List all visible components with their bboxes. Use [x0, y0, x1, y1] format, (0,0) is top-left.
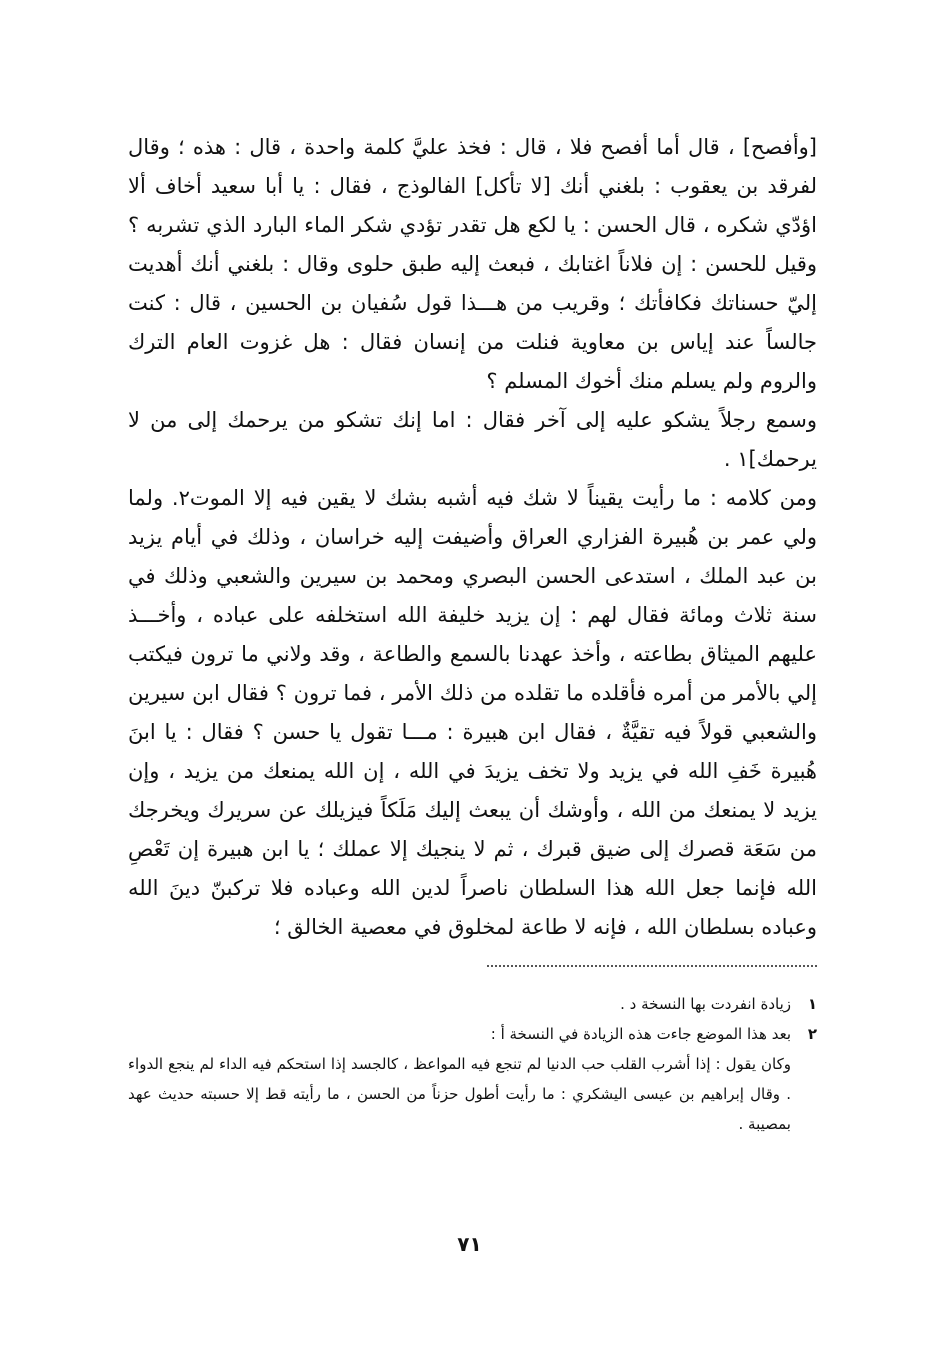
- footnote-2: [128, 1019, 817, 1049]
- main-text: [128, 128, 817, 947]
- paragraph-2: وسمع رجلاً يشكو عليه إلى آخر فقال : اما إنك تشكو من يرحمك إلى من لا يرحمك]١ .: [128, 408, 817, 471]
- footnote-1: [128, 989, 817, 1019]
- footnote-number: ٢: [807, 1025, 817, 1043]
- paragraph-1: [وأفصح] ، قال أما أفصح فلا ، قال : فخذ عليَّ كلمة واحدة ، قال : هذه ؛ وقال لفرقد بن يعقوب : بلغني أنك [لا تأكل] الفالوذج ، فقال : يا أبا سعيد أخاف ألا اؤدّي شكره ، قال الحسن : يا لكع هل تقدر تؤدي شكر الماء البارد الذي تشربه ؟ وقيل للحسن : إن فلاناً اغتابك ، فبعث إليه طبق حلوى وقال : بلغني أنك أهديت إليّ حسناتك فكافأتك ؛ وقريب من هـــذا قول سُفيان بن الحسين ، قال : كنت جالساً عند إياس بن معاوية فنلت من إنسان فقال : هل غزوت العام الترك والروم ولم يسلم منك أخوك المسلم ؟: [128, 135, 817, 393]
- paragraph-3: ومن كلامه : ما رأيت يقيناً لا شك فيه أشبه بشك لا يقين فيه إلا الموت٢. ولما ولي عمر بن هُبيرة الفزاري العراق وأضيفت إليه خراسان ، وذلك في أيام يزيد بن عبد الملك ، استدعى الحسن البصري ومحمد بن سيرين والشعبي وذلك في سنة ثلاث ومائة فقال لهم : إن يزيد خليفة الله استخلفه على عباده ، وأخـــذ عليهم الميثاق بطاعته ، وأخذ عهدنا بالسمع والطاعة ، وقد ولاني ما ترون فيكتب إلي بالأمر من أمره فأقلده ما تقلده من ذلك الأمر ، فما ترون ؟ فقال ابن سيرين والشعبي قولاً فيه تقيَّةٌ ، فقال ابن هبيرة : مـــا تقول يا حسن ؟ فقال : يا ابنَ هُبيرة خَفِ الله في يزيد ولا تخف يزيدَ في الله ، إن الله يمنعك من يزيد ، وإن يزيد لا يمنعك من الله ، وأوشك أن يبعث إليك مَلَكاً فيزيلك عن سريرك ويخرجك من سَعَة قصرك إلى ضيق قبرك ، ثم لا ينجيك إلا عملك ؛ يا ابن هبيرة إن تَعْصِ الله فإنما جعل الله هذا السلطان ناصراً لدين الله وعباده فلا تركبنّ دينَ الله وعباده بسلطان الله ، فإنه لا طاعة لمخلوق في معصية الخالق ؛: [128, 486, 817, 939]
- footnote-number: ١: [807, 995, 817, 1013]
- footnote-text: زيادة انفردت بها النسخة د .: [620, 995, 791, 1013]
- page-number: ٧١: [457, 1232, 482, 1256]
- footnote-divider: [487, 965, 817, 967]
- footnote-text: بعد هذا الموضع جاءت هذه الزيادة في النسخة أ :: [490, 1025, 791, 1043]
- footnote-2-addition: وكان يقول : إذا أشرب القلب حب الدنيا لم تنجع فيه المواعظ ، كالجسد إذا استحكم فيه الداء لم ينجع الدواء . وقال إبراهيم بن عيسى اليشكري : ما رأيت أطول حزناً من الحسن ، ما رأيته قط إلا حسبته حديث عهد بمصيبة .: [128, 1055, 791, 1133]
- footnotes: [128, 989, 817, 1139]
